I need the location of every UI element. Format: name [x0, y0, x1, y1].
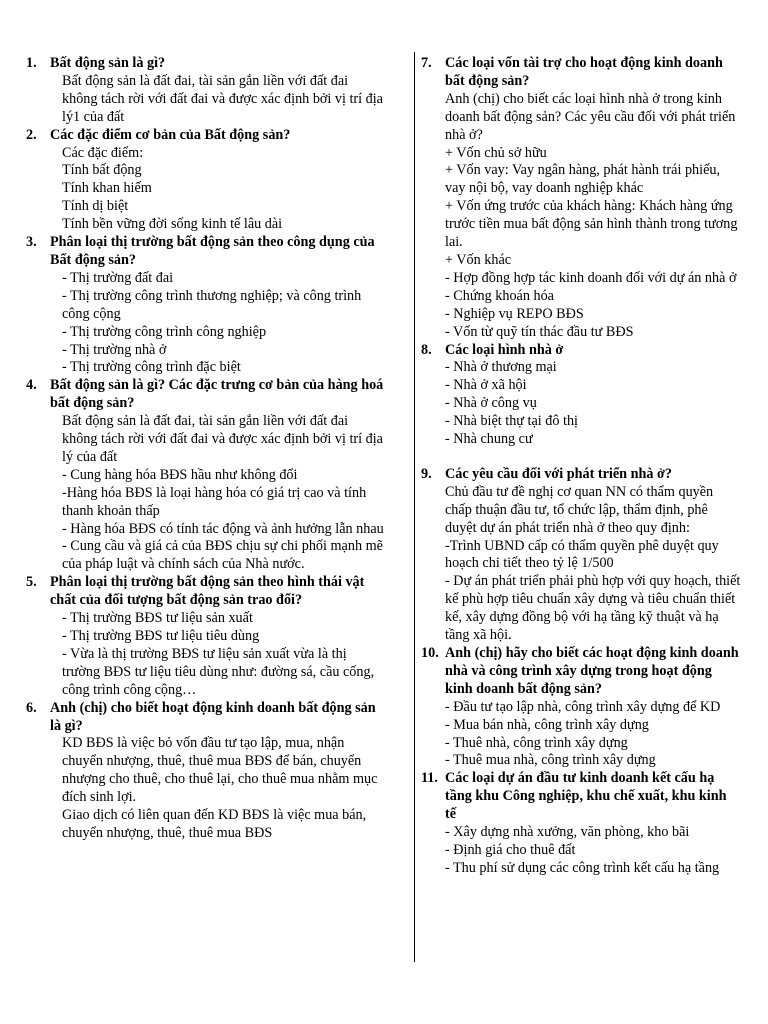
question-number: 6.	[26, 699, 37, 716]
answer-line: - Nhà ở thương mại	[445, 359, 557, 376]
answer-line: Tính khan hiếm	[62, 180, 152, 197]
question-title: Các yêu cầu đối với phát triển nhà ở?	[445, 465, 672, 482]
question-number: 7.	[421, 55, 432, 71]
answer-line: + Vốn chủ sở hữu	[445, 144, 547, 161]
answer-line: KD BĐS là việc bỏ vốn đầu tư tạo lập, mua, nhận chuyển nhượng, thuê, thuê mua BĐS để bán, chuyển nhượng cho thuê, cho thuê lại, cho thuê mua nhằm mục đích sinh lợi.	[62, 735, 378, 806]
answer-line: Bất động sản là đất đai, tài sản gắn liền với đất đai không tách rời với đất đai và được xác định bởi vị trí địa lý của đất	[62, 413, 383, 465]
answer-line: - Nghiệp vụ REPO BĐS	[445, 305, 584, 322]
answer-line: - Nhà biệt thự tại đô thị	[445, 413, 578, 430]
question-number: 11.	[421, 770, 438, 787]
answer-line: Anh (chị) cho biết các loại hình nhà ở trong kinh doanh bất động sản? Các yêu cầu đối với phát triển nhà ở?	[445, 90, 736, 143]
answer-line: Chủ đầu tư đề nghị cơ quan NN có thẩm quyền chấp thuận đầu tư, tổ chức lập, thẩm định, phê duyệt dự án phát triển nhà ở theo quy định:	[445, 483, 714, 536]
question-title: Bất động sản là gì? Các đặc trưng cơ bản của hàng hoá bất động sản?	[50, 377, 384, 412]
answer-line: + Vốn khác	[445, 251, 512, 268]
answer-line: - Thị trường công trình thương nghiệp; và công trình công cộng	[62, 287, 362, 322]
answer-line: - Mua bán nhà, công trình xây dựng	[445, 716, 649, 733]
answer-line: Bất động sản là đất đai, tài sản gắn liền với đất đai không tách rời với đất đai và được xác định bởi vị trí địa lý1 của đất	[62, 72, 383, 125]
answer-line: - Vốn từ quỹ tín thác đầu tư BĐS	[445, 323, 634, 340]
question-title: Các loại dự án đầu tư kinh doanh kết cấu hạ tầng khu Công nghiệp, khu chế xuất, khu kinh tế	[445, 770, 727, 823]
column-divider	[414, 52, 415, 962]
question-title: Các loại hình nhà ở	[445, 341, 564, 358]
answer-line: - Thuê nhà, công trình xây dựng	[445, 734, 628, 751]
answer-line: - Thị trường công trình công nghiệp	[62, 323, 267, 340]
question-10	[421, 645, 741, 770]
answer-line: - Thị trường công trình đặc biệt	[62, 359, 241, 376]
question-6	[26, 700, 386, 843]
answer-line: - Hàng hóa BĐS có tính tác động và ảnh hưởng lẫn nhau	[62, 520, 384, 537]
answer-line: - Chứng khoán hóa	[445, 287, 554, 304]
question-11	[421, 770, 741, 877]
question-1	[26, 55, 386, 127]
question-title: Các loại vốn tài trợ cho hoạt động kinh doanh bất động sản?	[445, 55, 723, 89]
answer-line: - Vừa là thị trường BĐS tư liệu sản xuất vừa là thị trường BĐS tư liệu tiêu dùng như: đường sá, cầu cống, công trình công cộng…	[62, 645, 375, 698]
question-number: 4.	[26, 377, 37, 394]
question-7	[421, 55, 741, 342]
question-number: 10.	[421, 645, 439, 661]
question-8	[421, 342, 741, 466]
question-title: Phân loại thị trường bất động sản theo hình thái vật chất của đối tượng bất động sản trao đổi?	[50, 574, 365, 609]
answer-line: - Thị trường BĐS tư liệu tiêu dùng	[62, 628, 260, 644]
question-number: 3.	[26, 234, 37, 251]
question-3	[26, 234, 386, 377]
question-4	[26, 377, 386, 574]
right-column	[421, 55, 741, 878]
answer-line: - Cung cầu và giá cả của BĐS chịu sự chi phối mạnh mẽ của pháp luật và chính sách của Nhà nước.	[62, 538, 383, 573]
answer-line: - Nhà ở công vụ	[445, 395, 537, 412]
answer-line: - Thị trường BĐS tư liệu sản xuất	[62, 610, 253, 627]
question-title: Anh (chị) cho biết hoạt động kinh doanh bất động sản là gì?	[50, 699, 376, 734]
question-title: Bất động sản là gì?	[50, 55, 166, 71]
spacer	[445, 449, 741, 466]
answer-line: - Định giá cho thuê đất	[445, 841, 576, 858]
question-2	[26, 127, 386, 234]
answer-line: Các đặc điểm:	[62, 144, 144, 161]
answer-line: - Dự án phát triển phải phù hợp với quy hoạch, thiết kế phù hợp tiêu chuẩn xây dựng và tiêu chuẩn thiết kế, xây dựng đồng bộ với hạ tầng kỹ thuật và hạ tầng xã hội.	[445, 573, 741, 644]
answer-line: Tính bền vững đời sống kinh tế lâu dài	[62, 216, 283, 233]
answer-line: - Thị trường nhà ở	[62, 341, 167, 358]
answer-line: Giao dịch có liên quan đến KD BĐS là việc mua bán, chuyển nhượng, thuê, thuê mua BĐS	[62, 807, 367, 841]
question-number: 8.	[421, 341, 432, 358]
question-9	[421, 466, 741, 645]
answer-line: - Đầu tư tạo lập nhà, công trình xây dựng để KD	[445, 698, 721, 715]
answer-line: - Cung hàng hóa BĐS hầu như không đổi	[62, 466, 298, 483]
question-title: Phân loại thị trường bất động sản theo công dụng của Bất động sản?	[50, 234, 375, 268]
question-number: 2.	[26, 126, 37, 143]
answer-line: - Thuê mua nhà, công trình xây dựng	[445, 752, 656, 769]
question-number: 5.	[26, 574, 37, 591]
left-column	[26, 55, 386, 843]
answer-line: + Vốn ứng trước của khách hàng: Khách hàng ứng trước tiền mua bất động sản hình thành trong tương lai.	[445, 198, 738, 251]
answer-line: - Hợp đồng hợp tác kinh doanh đối với dự án nhà ở	[445, 269, 737, 286]
question-number: 1.	[26, 55, 37, 71]
question-5	[26, 574, 386, 699]
question-title: Các đặc điểm cơ bản của Bất động sản?	[50, 126, 291, 143]
answer-line: -Trình UBND cấp có thẩm quyền phê duyệt quy hoạch chi tiết theo tỷ lệ 1/500	[445, 537, 719, 572]
answer-line: + Vốn vay: Vay ngân hàng, phát hành trái phiếu, vay nội bộ, vay doanh nghiệp khác	[445, 162, 721, 197]
answer-line: Tính dị biệt	[62, 198, 129, 215]
answer-line: - Nhà chung cư	[445, 431, 533, 448]
answer-line: - Thị trường đất đai	[62, 269, 174, 286]
answer-line: - Xây dựng nhà xưởng, văn phòng, kho bãi	[445, 824, 690, 841]
answer-line: -Hàng hóa BĐS là loại hàng hóa có giá trị cao và tính thanh khoản thấp	[62, 484, 367, 519]
answer-line: Tính bất động	[62, 162, 142, 179]
answer-line: - Nhà ở xã hội	[445, 377, 527, 394]
answer-line: - Thu phí sử dụng các công trình kết cấu hạ tầng	[445, 859, 720, 876]
question-title: Anh (chị) hãy cho biết các hoạt động kinh doanh nhà và công trình xây dựng trong hoạt động kinh doanh bất động sản?	[445, 645, 739, 697]
question-number: 9.	[421, 465, 432, 482]
